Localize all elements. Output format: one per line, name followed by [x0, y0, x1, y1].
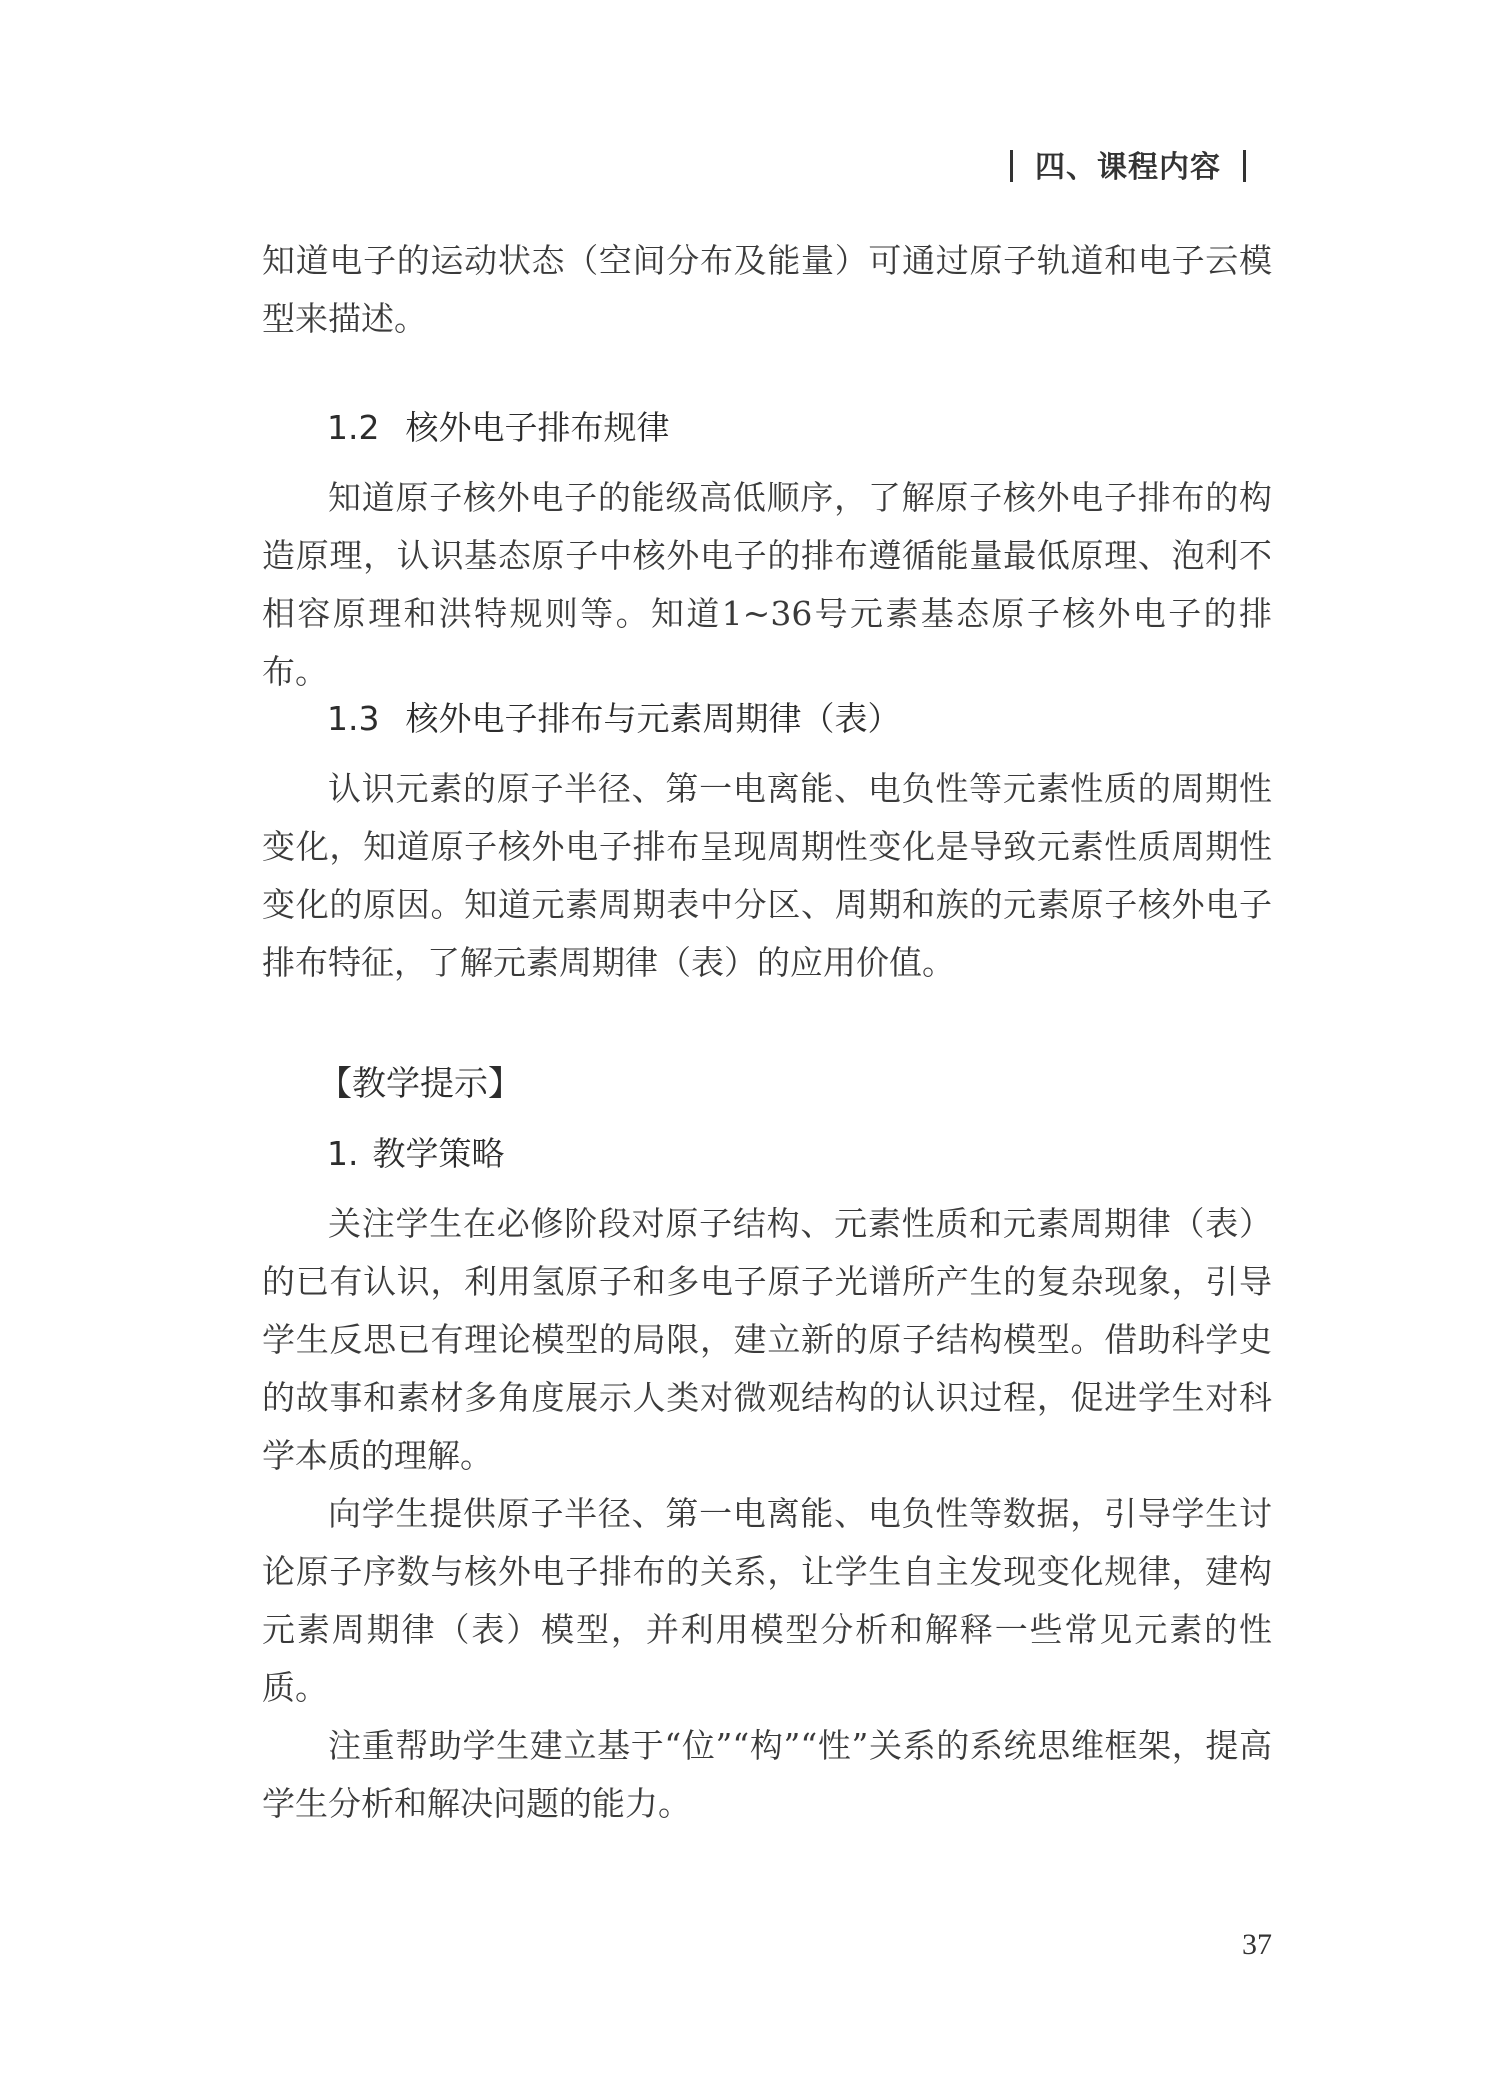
intro-block — [262, 232, 1272, 348]
header-right-rule — [1243, 150, 1246, 182]
running-header — [988, 142, 1268, 186]
header-section-title: 四、课程内容 — [1035, 150, 1221, 185]
section-1-3-body — [262, 760, 1272, 992]
strategy-paragraph-1: 关注学生在必修阶段对原子结构、元素性质和元素周期律（表）的已有认识，利用氢原子和多电子原子光谱所产生的复杂现象，引导学生反思已有理论模型的局限，建立新的原子结构模型。借助科学史的故事和素材多角度展示人类对微观结构的认识过程，促进学生对科学本质的理解。 — [262, 1204, 1272, 1475]
intro-paragraph: 知道电子的运动状态（空间分布及能量）可通过原子轨道和电子云模型来描述。 — [262, 241, 1272, 338]
header-left-rule — [1010, 150, 1013, 182]
section-title: 核外电子排布与元素周期律（表） — [405, 699, 901, 738]
teaching-tips-heading: 【教学提示】 — [318, 1064, 522, 1104]
section-title: 核外电子排布规律 — [405, 408, 670, 447]
section-1-2-paragraph: 知道原子核外电子的能级高低顺序，了解原子核外电子排布的构造原理，认识基态原子中核外电子的排布遵循能量最低原理、泡利不相容原理和洪特规则等。知道1~36号元素基态原子核外电子的排布。 — [262, 478, 1272, 691]
section-number: 1.2 — [327, 408, 380, 447]
strategy-paragraph-3: 注重帮助学生建立基于“位”“构”“性”关系的系统思维框架，提高学生分析和解决问题的能力。 — [262, 1726, 1272, 1823]
section-number: 1.3 — [327, 699, 380, 738]
section-1-3-paragraph: 认识元素的原子半径、第一电离能、电负性等元素性质的周期性变化，知道原子核外电子排布呈现周期性变化是导致元素性质周期性变化的原因。知道元素周期表中分区、周期和族的元素原子核外电子排布特征，了解元素周期律（表）的应用价值。 — [262, 769, 1272, 982]
strategy-title: 教学策略 — [372, 1134, 505, 1173]
page-number: 37 — [1242, 1928, 1272, 1961]
strategy-paragraph-2: 向学生提供原子半径、第一电离能、电负性等数据，引导学生讨论原子序数与核外电子排布的关系，让学生自主发现变化规律，建构元素周期律（表）模型，并利用模型分析和解释一些常见元素的性质。 — [262, 1494, 1272, 1707]
section-heading-1-3 — [327, 693, 900, 740]
strategy-number: 1. — [327, 1134, 359, 1173]
strategy-heading — [327, 1128, 505, 1175]
section-heading-1-2 — [327, 402, 669, 449]
section-1-2-body — [262, 469, 1272, 701]
strategy-body — [262, 1195, 1272, 1833]
